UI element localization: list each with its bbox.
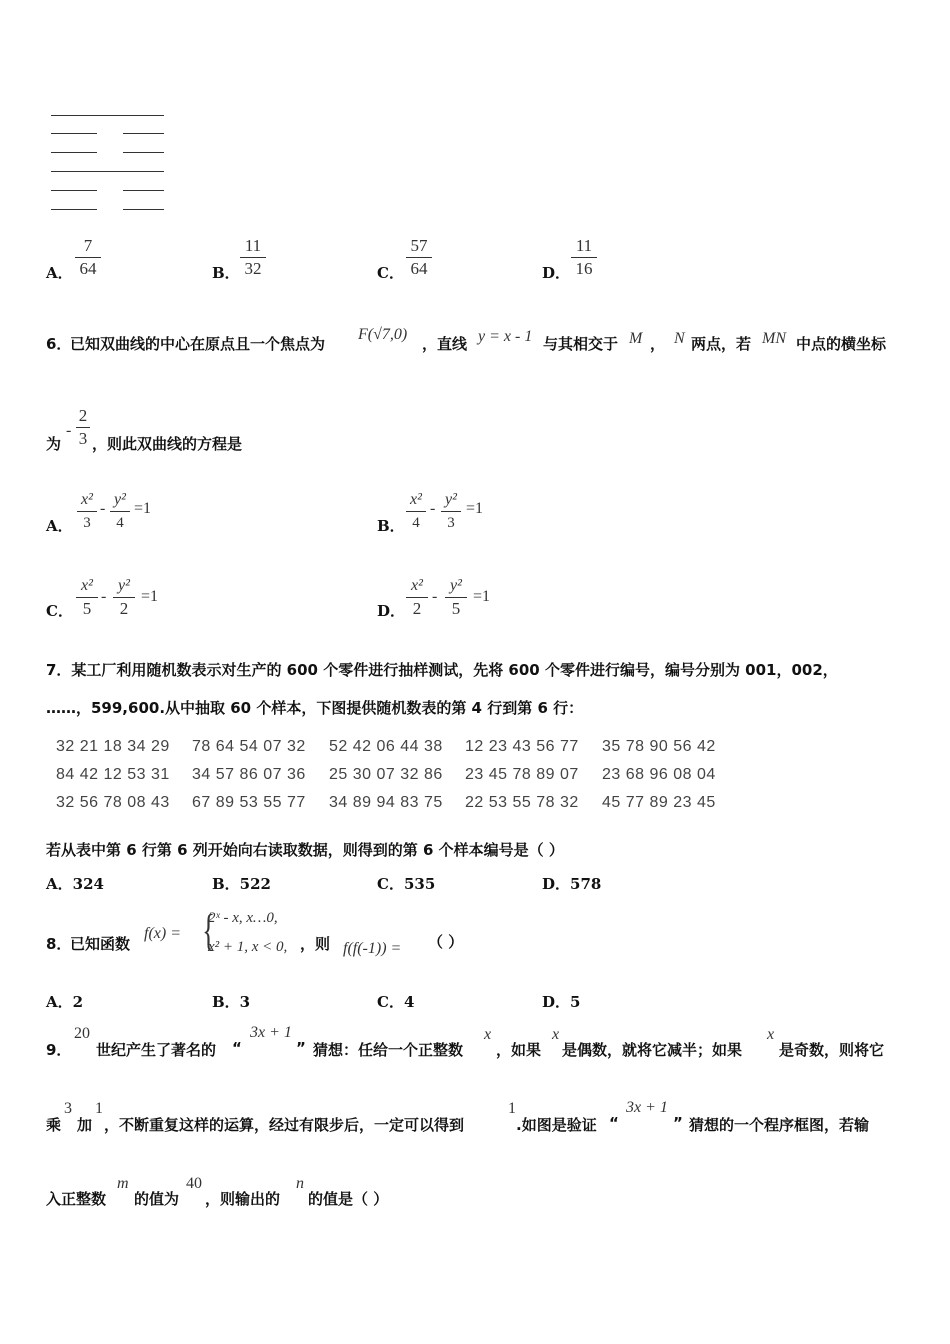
- q6-comma: ，: [650, 335, 666, 353]
- q8-option-c: C．4: [377, 993, 415, 1011]
- table-cell: 35 78 90 56 42: [602, 738, 716, 755]
- q9-variable-n: n: [296, 1175, 304, 1192]
- q6-option-b-y-term: y² 3: [441, 490, 461, 533]
- q6-text-5: 中点的横坐标: [796, 335, 887, 353]
- q9-century: 20: [74, 1025, 90, 1042]
- q9-text-5: 是奇数，则将它: [779, 1041, 885, 1059]
- q5-option-a-fraction: 7 64: [75, 236, 101, 279]
- q7-option-d: D．578: [542, 875, 602, 893]
- q9-variable-x: x: [484, 1026, 492, 1043]
- q6-option-d-x-term: x² 2: [406, 576, 428, 619]
- q6-option-c-label: C．: [46, 602, 73, 620]
- q6-text-2: ，直线: [422, 335, 468, 353]
- q6-option-a-x-term: x² 3: [77, 490, 97, 533]
- q8-case-1: 2ˣ - x, x…0,: [208, 910, 278, 926]
- table-cell: 52 42 06 44 38: [329, 738, 443, 755]
- q9-text-7: 加: [77, 1116, 93, 1134]
- q6-option-a-minus: -: [100, 500, 106, 517]
- q6-option-d-y-term: y² 5: [445, 576, 467, 619]
- q9-variable-m: m: [117, 1175, 129, 1192]
- q6-option-b-x-term: x² 4: [406, 490, 426, 533]
- table-cell: 32 21 18 34 29: [56, 738, 170, 755]
- q9-expression: 3x + 1: [250, 1024, 292, 1041]
- q6-x-coordinate-fraction: 2 3: [76, 406, 90, 449]
- q7-option-a: A．324: [46, 875, 104, 893]
- q8-text-1: 已知函数: [70, 935, 131, 953]
- q5-option-d-label: D．: [542, 264, 571, 282]
- q5-option-d-fraction: 11 16: [571, 236, 597, 279]
- q9-target-one: 1: [508, 1100, 516, 1117]
- q7-option-b: B．522: [212, 875, 271, 893]
- q6-text-6: 为: [46, 435, 62, 453]
- q9-right-quote-2: ”: [673, 1114, 683, 1132]
- q6-negative-sign: -: [66, 422, 72, 439]
- q6-option-d-label: D．: [377, 602, 406, 620]
- q6-option-a-label: A．: [46, 517, 73, 535]
- q6-number: 6．: [46, 335, 72, 353]
- q9-variable-x: x: [767, 1026, 775, 1043]
- q9-text-4: 是偶数，就将它减半；如果: [562, 1041, 743, 1059]
- q6-option-d-minus: -: [432, 588, 438, 605]
- q8-option-d: D．5: [542, 993, 581, 1011]
- q7-line-1: 7．某工厂利用随机数表示对生产的 600 个零件进行抽样测试，先将 600 个零件进行编号，编号分别为 001，002，: [46, 661, 838, 679]
- q9-text-8: ，不断重复这样的运算，经过有限步后，一定可以得到: [104, 1116, 465, 1134]
- q9-text-13: ，则输出的: [205, 1190, 281, 1208]
- q6-focus: F(√7,0): [358, 326, 408, 343]
- q6-segment-mn: MN: [762, 330, 786, 347]
- q6-text-4: 两点，若: [691, 335, 752, 353]
- q8-option-a: A．2: [46, 993, 84, 1011]
- q9-right-quote: ”: [296, 1039, 306, 1057]
- q9-expression-2: 3x + 1: [626, 1099, 668, 1116]
- q9-text-9: .如图是验证: [516, 1116, 597, 1134]
- q6-option-b-equals: =1: [466, 500, 484, 517]
- table-cell: 23 45 78 89 07: [465, 766, 579, 783]
- q8-option-b: B．3: [212, 993, 251, 1011]
- q9-text-11: 入正整数: [46, 1190, 107, 1208]
- table-cell: 25 30 07 32 86: [329, 766, 443, 783]
- q9-text-3: ，如果: [496, 1041, 542, 1059]
- q5-option-c-label: C．: [377, 264, 404, 282]
- table-cell: 23 68 96 08 04: [602, 766, 716, 783]
- q8-brace: {: [202, 906, 215, 955]
- table-cell: 45 77 89 23 45: [602, 794, 716, 811]
- table-cell: 22 53 55 78 32: [465, 794, 579, 811]
- q8-case-2: x² + 1, x < 0,: [208, 939, 288, 955]
- q6-line-equation: y = x - 1: [478, 328, 533, 345]
- q7-line-2: ……，599,600.从中抽取 60 个样本，下图提供随机数表的第 4 行到第 6 行：: [46, 699, 584, 717]
- q5-option-c-fraction: 57 64: [406, 236, 432, 279]
- q9-text-1: 世纪产生了著名的: [96, 1041, 217, 1059]
- q6-text-7: ，则此双曲线的方程是: [92, 435, 243, 453]
- q6-text-1: 已知双曲线的中心在原点且一个焦点为: [70, 335, 326, 353]
- q9-text-14: 的值是（ ）: [308, 1190, 389, 1208]
- table-cell: 67 89 53 55 77: [192, 794, 306, 811]
- q5-option-b-fraction: 11 32: [240, 236, 266, 279]
- q6-option-c-y-term: y² 2: [113, 576, 135, 619]
- q9-left-quote-2: “: [609, 1114, 619, 1132]
- table-cell: 34 89 94 83 75: [329, 794, 443, 811]
- q9-three: 3: [64, 1100, 72, 1117]
- q6-option-b-minus: -: [430, 500, 436, 517]
- q6-option-a-equals: =1: [134, 500, 152, 517]
- q8-expression: f(f(-1)) =: [343, 940, 402, 957]
- q6-option-c-equals: =1: [141, 588, 159, 605]
- table-cell: 78 64 54 07 32: [192, 738, 306, 755]
- q8-number: 8．: [46, 935, 72, 953]
- q9-value-forty: 40: [186, 1175, 202, 1192]
- q9-one: 1: [95, 1100, 103, 1117]
- q9-text-2: 猜想：任给一个正整数: [313, 1041, 464, 1059]
- q6-option-c-minus: -: [101, 588, 107, 605]
- table-cell: 34 57 86 07 36: [192, 766, 306, 783]
- q6-point-m: M: [629, 330, 643, 347]
- q7-question: 若从表中第 6 行第 6 列开始向右读取数据，则得到的第 6 个样本编号是（ ）: [46, 841, 564, 859]
- q7-option-c: C．535: [377, 875, 436, 893]
- q6-option-d-equals: =1: [473, 588, 491, 605]
- table-cell: 84 42 12 53 31: [56, 766, 170, 783]
- table-cell: 32 56 78 08 43: [56, 794, 170, 811]
- q9-text-12: 的值为: [134, 1190, 180, 1208]
- q8-function-name: f(x) =: [144, 925, 181, 942]
- table-cell: 12 23 43 56 77: [465, 738, 579, 755]
- q5-option-a-label: A．: [46, 264, 73, 282]
- q9-left-quote: “: [232, 1039, 242, 1057]
- q6-text-3: 与其相交于: [543, 335, 619, 353]
- q5-option-b-label: B．: [212, 264, 240, 282]
- q9-variable-x: x: [552, 1026, 560, 1043]
- q8-text-2: ，则: [300, 935, 331, 953]
- q9-number: 9．: [46, 1041, 72, 1059]
- q6-option-a-y-term: y² 4: [110, 490, 130, 533]
- q9-text-6: 乘: [46, 1116, 62, 1134]
- q6-option-b-label: B．: [377, 517, 405, 535]
- q9-text-10: 猜想的一个程序框图，若输: [689, 1116, 870, 1134]
- q6-option-c-x-term: x² 5: [76, 576, 98, 619]
- q8-paren: （ ）: [428, 933, 464, 951]
- q6-point-n: N: [674, 330, 685, 347]
